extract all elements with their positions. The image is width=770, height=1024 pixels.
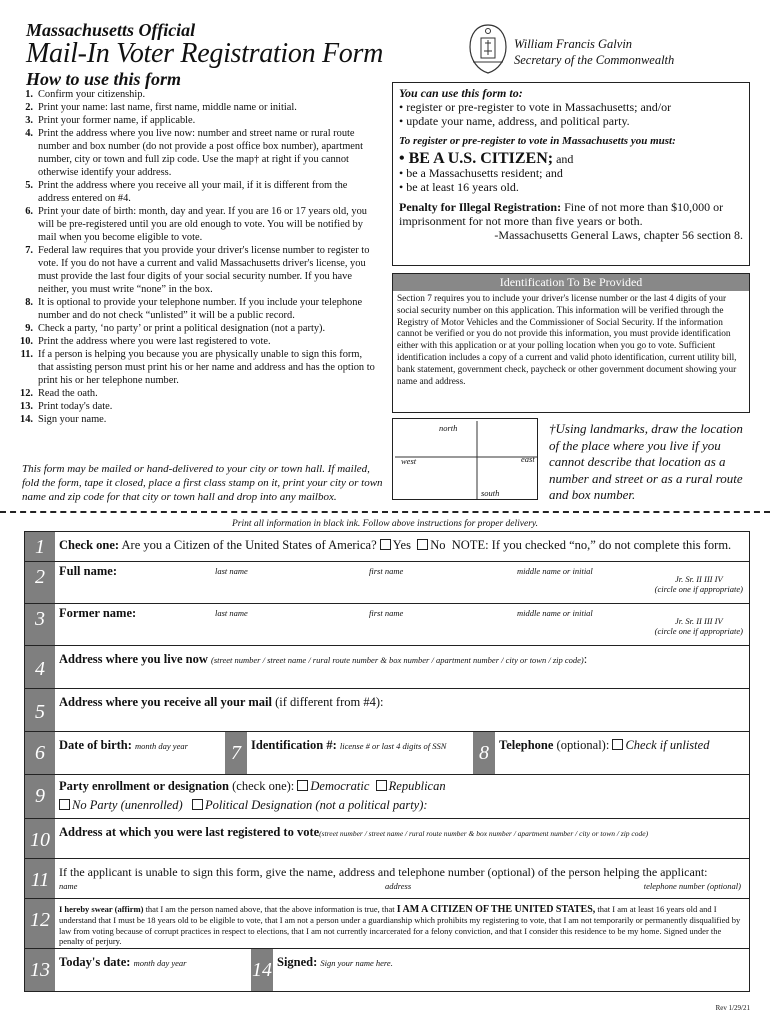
use-item: • update your name, address, and political party. [399, 114, 630, 128]
row-number: 1 [25, 532, 55, 561]
secretary-block [514, 36, 674, 68]
political-designation-checkbox[interactable] [192, 799, 203, 810]
print-instructions: Print all information in black ink. Follow above instructions for proper delivery. [232, 519, 538, 529]
row-former-name[interactable]: 3 Former name: last name first name middle name or initial Jr. Sr. II III IV (circle one if appropriate) [25, 604, 749, 646]
signature-field[interactable]: Signed: Sign your name here. [277, 955, 393, 969]
official-title: Secretary of the Commonwealth [514, 53, 675, 67]
list-item: 7. Federal law requires that you provide your driver's license number to register to vote. If you do not have a current and valid Massachusetts driver's license, you must provide the last four digits of your social security number. If you have neither, you must write “none” in the box. [25, 245, 370, 295]
penalty-citation: -Massachusetts General Laws, chapter 56 section 8. [494, 228, 743, 242]
list-item: 3. Print your former name, if applicable. [25, 115, 196, 126]
use-heading: You can use this form to: [399, 86, 523, 100]
list-item: 8. It is optional to provide your telephone number. If you include your telephone number and do not check “unlisted” it will be a public record. [25, 297, 363, 321]
list-item: 12. Read the oath. [20, 388, 98, 399]
header-line1: Massachusetts Official [26, 20, 196, 40]
list-item: 2. Print your name: last name, first name, middle name or initial. [25, 102, 297, 113]
mailing-note: This form may be mailed or hand-delivered to your city or town hall. If mailed, fold the form, tape it closed, place a first class stamp on it, print your city or town name and zip code for that city or town hall and drop into any mailbox. [22, 463, 383, 503]
row-mailing-address[interactable]: 5 Address where you receive all your mail (if different from #4): [25, 689, 749, 732]
registration-form [24, 531, 750, 992]
democratic-checkbox[interactable] [297, 780, 308, 791]
telephone-field[interactable]: Telephone (optional): Check if unlisted [499, 738, 710, 752]
list-item: 11. If a person is helping you because you are physically unable to sign this form, that assisting person must print his or her name and address and has the option to print his or her telephone number. [20, 349, 375, 386]
landmark-map-box[interactable] [392, 418, 538, 500]
citizen-yes-checkbox[interactable] [380, 539, 391, 550]
must-heading: To register or pre-register to vote in Massachusetts you must: [399, 135, 676, 147]
identification-text: Section 7 requires you to include your driver's license number or the last 4 digits of your social security number on this application. This information will be verified through the Registry of Motor Vehicles and the Commissioner of Social Security. If the information cannot be verified or you do not provide this information, you must provide identification either with this application or at your polling location when you go to vote. Sufficient identification includes a copy of a current and valid photo identification, current utility bill, bank statement, government check, paycheck or other government document showing your name and address. [397, 294, 737, 387]
row-date-signature: 13 Today's date: month day year 14 Signed: Sign your name here. [25, 949, 749, 991]
citizen-no-checkbox[interactable] [417, 539, 428, 550]
official-name: William Francis Galvin [514, 37, 633, 51]
eligibility-box [392, 82, 750, 266]
penalty-text: Penalty for Illegal Registration: Fine of not more than $10,000 or imprisonment for not more than five years or both. [399, 200, 724, 228]
row-assistant[interactable]: 11 If the applicant is unable to sign this form, give the name, address and telephone number (optional) of the person helping the applicant: name address telephone number (optional) [25, 859, 749, 899]
map-north-label: north [439, 423, 458, 433]
citizen-note: NOTE: If you checked “no,” do not complete this form. [451, 538, 732, 552]
instruction-steps [14, 88, 380, 426]
suffix-options[interactable]: Jr. Sr. II III IV (circle one if appropriate) [654, 616, 743, 636]
list-item: 4. Print the address where you live now: number and street name or rural route number and box number (do not provide a post office box number), apartment number, city or town and full zip code. Use the map† at right if you cannot otherwise identify your address. [25, 128, 364, 178]
list-item: 1. Confirm your citizenship. [25, 89, 146, 100]
use-item: • register or pre-register to vote in Massachusetts; and/or [399, 100, 672, 114]
oath-text: I hereby swear (affirm) that I am the person named above, that the above information is true, that I AM A CITIZEN OF THE UNITED STATES, that I am at least 16 years old and I understand that I must be 18 years old to be eligible to vote, that I am not a person under a guardianship which prohibits my registering to vote, that I am not temporarily or permanently disqualified by law from voting because of corrupt practices in respect to elections, that I am not currently incarcerated for a felony conviction, and that I consider this residence to be my home. Signed under the penalty of perjury. [59, 904, 741, 947]
row-oath: 12 I hereby swear (affirm) that I am the person named above, that the above information is true, that I AM A CITIZEN OF THE UNITED STATES, that I am at least 16 years old and I understand that I must be 18 years old to be eligible to vote, that I am not a person under a guardianship which prohibits my registering to vote, that I am not temporarily or permanently disqualified by law from voting because of corrupt practices in respect to elections, that I am not currently incarcerated for a felony conviction, and that I consider this residence to be my home. Signed under the penalty of perjury. [25, 899, 749, 949]
row-citizenship: 1 Check one: Are you a Citizen of the United States of America? Yes No NOTE: If you checked “no,” do not complete this form. [25, 532, 749, 562]
row-full-name[interactable]: 2 Full name: last name first name middle name or initial Jr. Sr. II III IV (circle one if appropriate) [25, 562, 749, 604]
list-item: 13. Print today's date. [20, 401, 113, 412]
commonwealth-seal-icon [465, 22, 511, 76]
row-last-registered[interactable]: 10 Address at which you were last registered to vote(street number / street name / rural route number & box number / apartment number / city or town / zip code) [25, 819, 749, 859]
revision-date: Rev 1/29/21 [715, 1004, 750, 1012]
identification-box [392, 273, 750, 413]
dob-field[interactable]: Date of birth: month day year [59, 738, 188, 752]
list-item: 10. Print the address where you were last registered to vote. [20, 336, 271, 347]
age-requirement: • be at least 16 years old. [399, 180, 519, 194]
suffix-options[interactable]: Jr. Sr. II III IV (circle one if appropriate) [654, 574, 743, 594]
identification-title: Identification To Be Provided [393, 274, 749, 291]
todays-date-field[interactable]: Today's date: month day year [59, 955, 187, 969]
citizen-requirement: • BE A U.S. CITIZEN; and [399, 150, 574, 167]
unlisted-checkbox[interactable] [612, 739, 623, 750]
no-party-checkbox[interactable] [59, 799, 70, 810]
map-instructions: †Using landmarks, draw the location of the place where you live if you cannot describe that location as a number and street or as a rural route and box number. [549, 421, 743, 502]
cut-line [0, 511, 770, 513]
list-item: 5. Print the address where you receive all your mail, if it is different from the address entered on #4. [25, 180, 348, 204]
republican-checkbox[interactable] [376, 780, 387, 791]
map-east-label: east [521, 454, 535, 464]
row-residence-address[interactable]: 4 Address where you live now (street number / street name / rural route number & box number / apartment number / city or town / zip code): [25, 646, 749, 689]
form-title: Mail-In Voter Registration Form [26, 38, 383, 69]
identification-field[interactable]: Identification #: license # or last 4 digits of SSN [251, 738, 447, 752]
residency-requirement: • be a Massachusetts resident; and [399, 166, 563, 180]
row-dob-id-phone: 6 Date of birth: month day year 7 Identification #: license # or last 4 digits of SSN 8 Telephone (optional): Check if unlisted [25, 732, 749, 775]
instructions-heading: How to use this form [26, 69, 182, 89]
row-party: 9 Party enrollment or designation (check one): Democratic Republican No Party (unenrolled) Political Designation (not a political party): [25, 775, 749, 819]
list-item: 9. Check a party, ‘no party’ or print a political designation (not a party). [25, 323, 326, 334]
list-item: 6. Print your date of birth: month, day and year. If you are 16 or 17 years old, you will be pre-registered until you are old enough to vote. You will be notified by mail when you become eligible to vote. [25, 206, 367, 243]
map-south-label: south [481, 488, 500, 498]
list-item: 14. Sign your name. [20, 414, 107, 425]
map-west-label: west [401, 456, 417, 466]
